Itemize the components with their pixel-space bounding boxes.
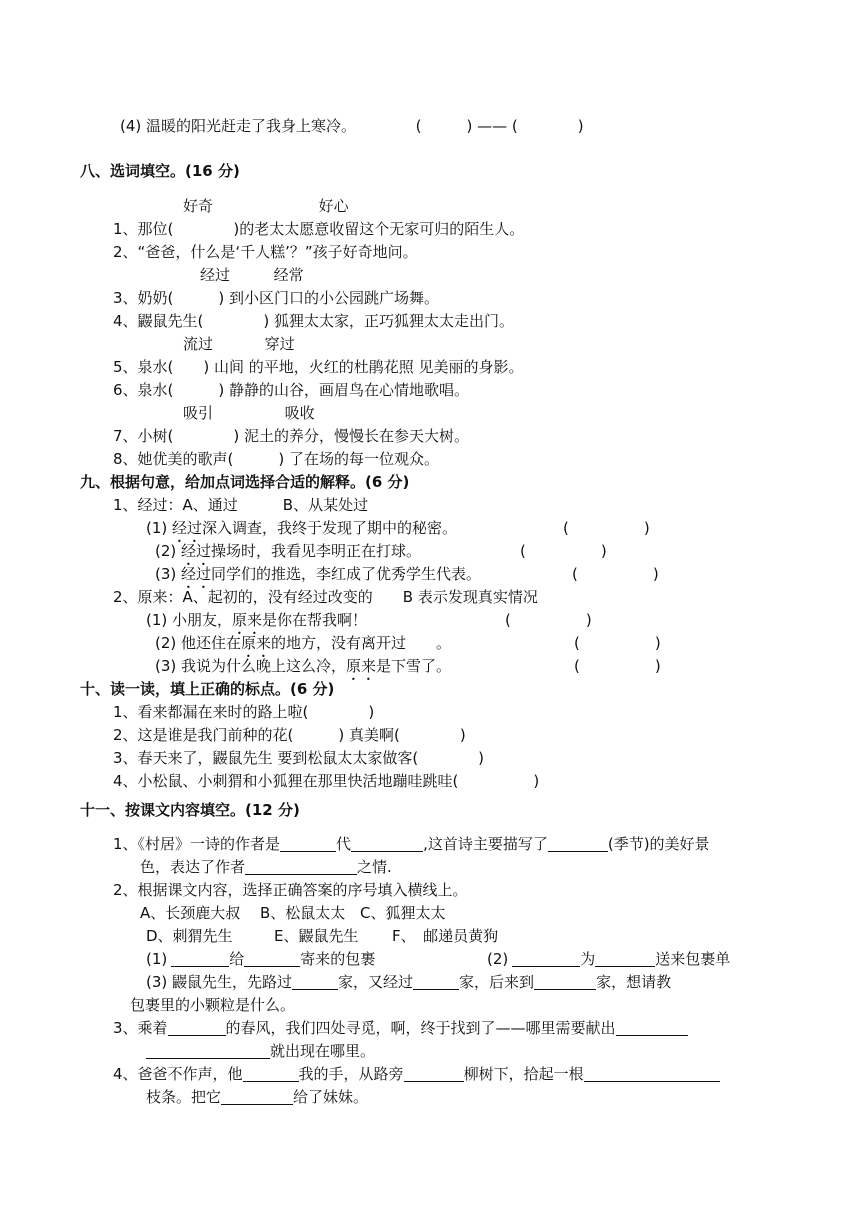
text: 家，后来到	[459, 973, 535, 991]
punctuation-item[interactable]: 1、看来都漏在来时的路上啦( )	[113, 703, 375, 721]
blank[interactable]	[146, 1042, 270, 1059]
blank[interactable]	[244, 950, 300, 967]
fill-item[interactable]: 1、那位( )的老太太愿意收留这个无家可归的陌生人。	[113, 220, 525, 238]
item-text: 的地方，没有离开过 。	[271, 634, 452, 652]
text: 4、爸爸不作声，他	[113, 1065, 243, 1083]
text: 家，又经过	[338, 973, 414, 991]
punctuation-item[interactable]: 4、小松鼠、小刺猬和小狐狸在那里快活地蹦哇跳哇( )	[113, 772, 540, 790]
blank[interactable]	[171, 950, 229, 967]
option: A、长颈鹿大叔	[140, 904, 241, 922]
text: 给了妹妹。	[293, 1088, 369, 1106]
option: C、狐狸太太	[360, 904, 446, 922]
item-prefix: (2)	[155, 542, 182, 560]
answer-paren[interactable]: ( )	[563, 519, 650, 537]
item-prefix: (3)	[155, 565, 182, 583]
blank[interactable]	[413, 973, 459, 990]
text: (1)	[146, 950, 168, 968]
fill-line	[487, 948, 730, 970]
word-choice-pair	[183, 195, 349, 217]
answer-paren[interactable]: ( )	[574, 657, 661, 675]
dotted-word: 原来	[346, 657, 377, 675]
text: 的春风，我们四处寻觅，啊，终于找到了——哪里需要献出	[225, 1019, 616, 1037]
text: 送来包裹单	[655, 950, 731, 968]
text: ,这首诗主要描写了	[423, 835, 548, 853]
answer-paren[interactable]: ( )	[572, 565, 659, 583]
option-row	[140, 902, 445, 924]
dotted-word: 原来	[232, 611, 263, 629]
definition-line: 1、经过：A、通过 B、从某处过	[113, 496, 369, 514]
word-option: 好奇	[183, 197, 214, 215]
blank[interactable]	[616, 1019, 688, 1036]
text: (3) 鼹鼠先生，先路过	[146, 973, 293, 991]
section-8-title: 八、选词填空。(16 分)	[80, 162, 240, 180]
blank[interactable]	[512, 950, 580, 967]
text: 柳树下，拾起一根	[463, 1065, 584, 1083]
option: B、松鼠太太	[260, 904, 346, 922]
fill-line	[146, 1086, 368, 1108]
fill-line	[113, 833, 710, 855]
fill-line	[146, 971, 671, 993]
definition-line: 2、原来：A、起初的，没有经过改变的 B 表示发现真实情况	[113, 588, 538, 606]
text: 1、《村居》一诗的作者是	[113, 835, 281, 853]
text: 就出现在哪里。	[270, 1042, 376, 1060]
dash: ——	[477, 117, 508, 135]
word-choice-pair	[183, 402, 315, 424]
word-option: 经常	[273, 266, 304, 284]
item-prefix: (2) 他还住在	[155, 634, 242, 652]
text: 枝条。把它	[146, 1088, 222, 1106]
text: 寄来的包裹	[300, 950, 376, 968]
word-option: 好心	[318, 197, 349, 215]
blank[interactable]	[292, 973, 338, 990]
word-option: 吸收	[284, 404, 315, 422]
word-option: 流过	[183, 335, 214, 353]
text: 给	[229, 950, 245, 968]
option: F、 邮递员黄狗	[392, 927, 499, 945]
fill-item: 2、“爸爸，什么是‘千人糕’？”孩子好奇地问。	[113, 243, 418, 261]
fill-line	[140, 856, 392, 878]
fill-line: 包裹里的小颗粒是什么。	[130, 996, 296, 1014]
punctuation-item[interactable]: 2、这是谁是我门前种的花( ) 真美啊( )	[113, 726, 466, 744]
dotted-word: 经过	[181, 542, 212, 560]
dotted-word: 经过	[172, 519, 203, 537]
section-10-title: 十、读一读，填上正确的标点。(6 分)	[80, 680, 335, 698]
fill-line	[113, 1063, 720, 1085]
blank[interactable]	[595, 950, 655, 967]
word-choice-pair	[183, 333, 295, 355]
answer-paren[interactable]: ( )	[511, 117, 584, 135]
word-choice-pair	[200, 264, 304, 286]
q7-item-4-text: (4) 温暖的阳光赶走了我身上寒冷。	[120, 117, 357, 135]
item-prefix: (1)	[146, 519, 173, 537]
word-option: 吸引	[183, 404, 214, 422]
q7-item-4	[120, 115, 584, 137]
item-prefix: (1) 小朋友，	[146, 611, 233, 629]
text: 之情.	[357, 858, 392, 876]
fill-line	[113, 1017, 688, 1039]
word-option: 经过	[200, 266, 231, 284]
answer-paren[interactable]: ( )	[505, 611, 592, 629]
blank[interactable]	[404, 1065, 464, 1082]
item-text: 是下雪了。	[376, 657, 452, 675]
text: 为	[580, 950, 596, 968]
text: 3、乘着	[113, 1019, 168, 1037]
blank[interactable]	[548, 835, 608, 852]
blank[interactable]	[534, 973, 596, 990]
item-text: 操场时，我看见李明正在打球。	[211, 542, 422, 560]
item-prefix: (3) 我说为什么晚上这么冷，	[155, 657, 347, 675]
dotted-word: 原来	[241, 634, 272, 652]
text: 代	[336, 835, 352, 853]
option-row	[146, 925, 498, 947]
answer-paren[interactable]: ( )	[415, 117, 473, 135]
blank[interactable]	[351, 835, 423, 852]
text: (2)	[487, 950, 509, 968]
answer-paren[interactable]: ( )	[520, 542, 607, 560]
text: 我的手，从路旁	[298, 1065, 404, 1083]
punctuation-item[interactable]: 3、春天来了，鼹鼠先生 要到松鼠太太家做客( )	[113, 749, 485, 767]
question-intro: 2、根据课文内容，选择正确答案的序号填入横线上。	[113, 881, 468, 899]
fill-item[interactable]: 4、鼹鼠先生( ) 狐狸太太家，正巧狐狸太太走出门。	[113, 312, 515, 330]
dotted-word: 经过	[181, 565, 212, 583]
word-option: 穿过	[264, 335, 295, 353]
item-text: 是你在帮我啊！	[262, 611, 368, 629]
item-text: 深入调查，我终于发现了期中的秘密。	[202, 519, 458, 537]
blank[interactable]	[243, 1065, 299, 1082]
fill-item[interactable]: 7、小树( ) 泥土的养分，慢慢长在参天大树。	[113, 427, 470, 445]
text: (季节)的美好景	[607, 835, 710, 853]
answer-paren[interactable]: ( )	[574, 634, 661, 652]
blank[interactable]	[245, 858, 357, 875]
text: 家，想请教	[596, 973, 672, 991]
text: 色，表达了作者	[140, 858, 246, 876]
option: D、刺猬先生	[146, 927, 233, 945]
blank[interactable]	[168, 1019, 226, 1036]
blank[interactable]	[584, 1065, 720, 1082]
section-11-title: 十一、按课文内容填空。(12 分)	[80, 801, 300, 819]
fill-item[interactable]: 3、奶奶( ) 到小区门口的小公园跳广场舞。	[113, 289, 440, 307]
option: E、鼹鼠先生	[274, 927, 359, 945]
section-9-title: 九、根据句意，给加点词选择合适的解释。(6 分)	[80, 473, 410, 491]
fill-line	[146, 948, 375, 970]
fill-line	[146, 1040, 375, 1062]
fill-item[interactable]: 5、泉水( ) 山间 的平地，火红的杜鹃花照 见美丽的身影。	[113, 358, 524, 376]
blank[interactable]	[221, 1088, 293, 1105]
blank[interactable]	[280, 835, 336, 852]
item-text: 同学们的推选，李红成了优秀学生代表。	[211, 565, 482, 583]
fill-item[interactable]: 8、她优美的歌声( ) 了在场的每一位观众。	[113, 450, 440, 468]
fill-item[interactable]: 6、泉水( ) 静静的山谷，画眉鸟在心情地歌唱。	[113, 381, 470, 399]
